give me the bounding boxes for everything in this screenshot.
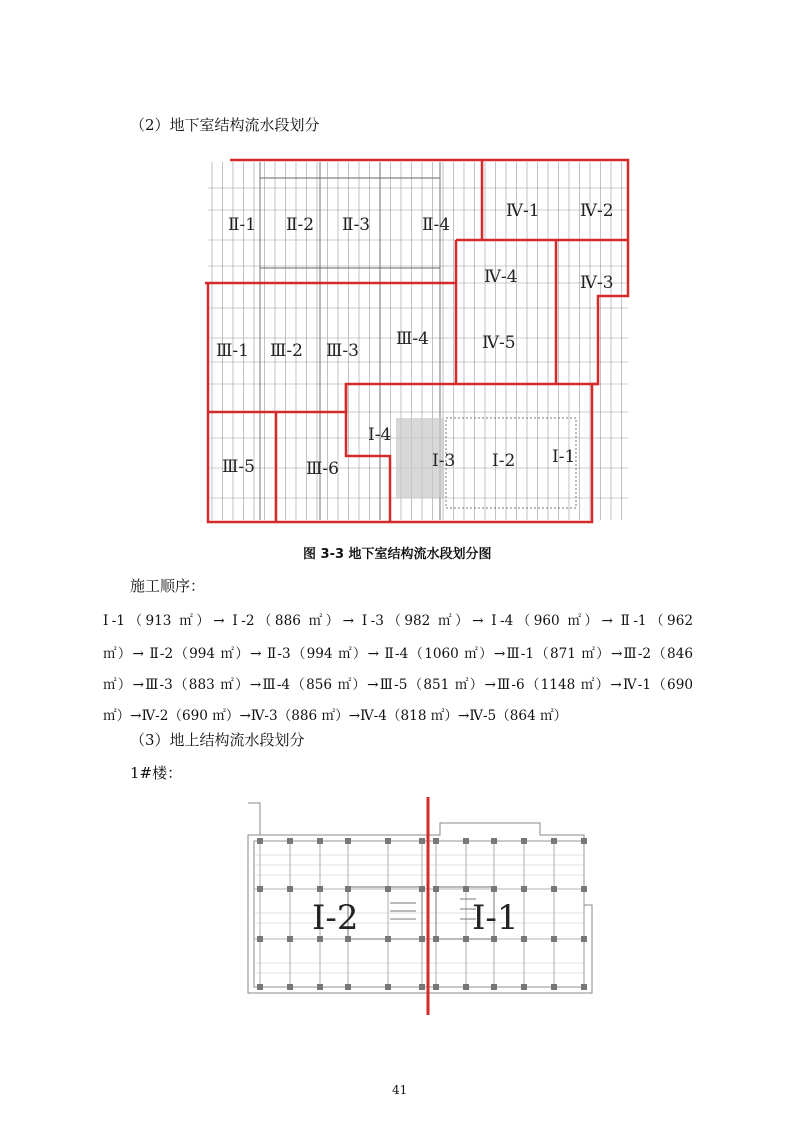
zone-label: Ⅱ-2 <box>286 215 315 235</box>
zone-label: Ⅲ-4 <box>396 329 429 349</box>
zone-label: Ⅰ-4 <box>368 425 392 445</box>
building-outline <box>248 803 592 993</box>
zone-label: Ⅲ-6 <box>306 459 339 479</box>
sequence-line: ㎡）→Ⅲ-3（883 ㎡）→Ⅲ-4（856 ㎡）→Ⅲ-5（851 ㎡）→Ⅲ-6（1148 ㎡）→Ⅳ-1（690 <box>103 677 693 693</box>
building-label: 1#楼： <box>130 764 183 782</box>
zone-label: Ⅲ-2 <box>270 341 303 361</box>
zone-label: Ⅳ-4 <box>484 267 518 287</box>
zone-label: Ⅰ-2 <box>492 451 516 471</box>
sequence-line: Ⅰ-1（913 ㎡）→ Ⅰ-2（886 ㎡）→ Ⅰ-3（982 ㎡）→ Ⅰ-4（960 ㎡）→ Ⅱ-1（962 <box>103 613 693 629</box>
section-heading-basement: （2）地下室结构流水段划分 <box>130 116 320 134</box>
zone-label: Ⅰ-1 <box>472 898 519 938</box>
zone-label: Ⅳ-1 <box>506 201 540 221</box>
construction-order-label: 施工顺序： <box>130 577 206 595</box>
zone-label: Ⅲ-5 <box>222 457 255 477</box>
section-heading-above-ground: （3）地上结构流水段划分 <box>130 731 305 749</box>
figure-caption: 图 3-3 地下室结构流水段划分图 <box>303 547 492 562</box>
zone-label: Ⅱ-3 <box>342 215 371 235</box>
stair-core-hatch <box>396 418 576 508</box>
zone-label: Ⅱ-4 <box>422 215 451 235</box>
zone-label: Ⅰ-1 <box>552 447 576 467</box>
zone-label: Ⅰ-2 <box>312 898 359 938</box>
page-number: 41 <box>392 1083 408 1097</box>
sequence-line: ㎡）→Ⅳ-2（690 ㎡）→Ⅳ-3（886 ㎡）→Ⅳ-4（818 ㎡）→Ⅳ-5（864 ㎡） <box>103 708 568 724</box>
sequence-line: ㎡）→ Ⅱ-2（994 ㎡）→ Ⅱ-3（994 ㎡）→ Ⅱ-4（1060 ㎡）→Ⅲ-1（871 ㎡）→Ⅲ-2（846 <box>103 646 693 662</box>
zone-label: Ⅳ-2 <box>580 201 614 221</box>
zone-label: Ⅲ-3 <box>326 341 359 361</box>
zone-label: Ⅳ-3 <box>580 273 614 293</box>
zone-label: Ⅰ-3 <box>432 451 456 471</box>
basement-flow-section-plan <box>200 148 640 528</box>
zone-label: Ⅲ-1 <box>216 341 249 361</box>
building-1-flow-section-plan <box>240 795 600 1020</box>
zone-label: Ⅳ-5 <box>482 333 516 353</box>
zone-label: Ⅱ-1 <box>228 215 257 235</box>
structural-grid <box>254 838 587 990</box>
